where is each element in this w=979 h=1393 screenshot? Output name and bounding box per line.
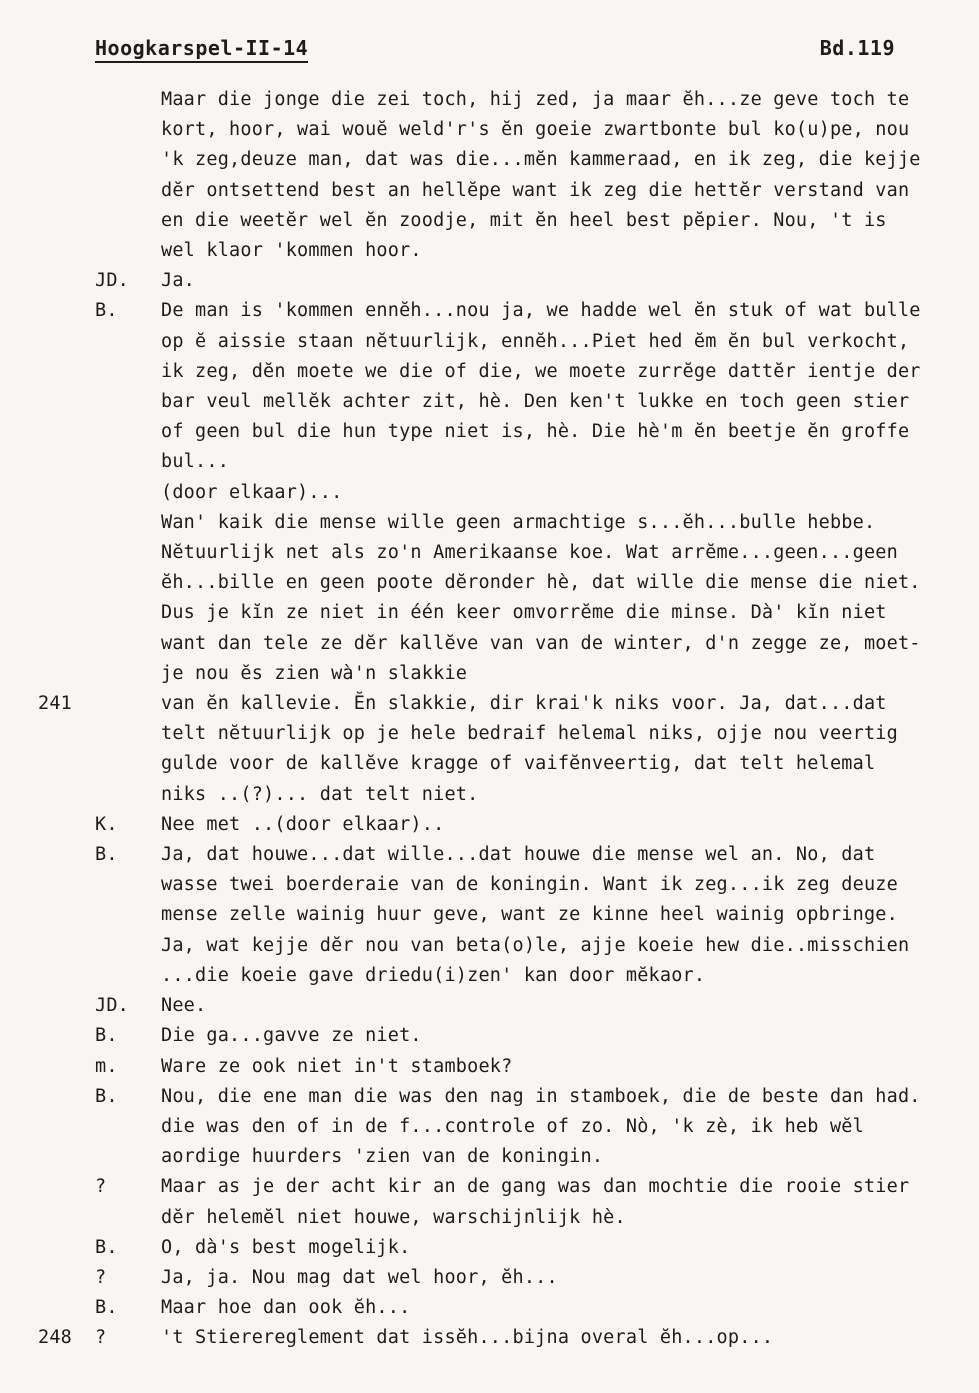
margin-number: 241 [38, 693, 73, 715]
dialogue-row [38, 387, 973, 417]
page-header [95, 36, 895, 63]
margin-number [38, 1142, 95, 1172]
margin-number [38, 1052, 95, 1082]
dialogue-row [38, 1203, 973, 1233]
line-text: (door elkaar)... [161, 481, 343, 503]
margin-number [38, 1293, 95, 1323]
speaker-label [95, 357, 161, 387]
line-text: Maar die jonge die zei toch, hij zed, ja maar ĕh...ze geve toch te [161, 89, 910, 110]
line-text: wel klaor 'kommen hoor. [161, 240, 422, 262]
dialogue-row [38, 478, 973, 508]
margin-number [38, 508, 95, 538]
dialogue-row [38, 659, 973, 689]
margin-number [38, 417, 95, 447]
line-text: mense zelle wainig huur geve, want ze kinne heel wainig opbringe. [161, 904, 898, 926]
margin-number [38, 327, 95, 357]
dialogue-transcript [38, 85, 973, 1354]
line-text: ...die koeie gave driedu(i)zen' kan door mĕkaor. [161, 964, 706, 986]
speaker-label [95, 508, 161, 538]
line-text: bul... [161, 451, 230, 473]
speaker-label: B. [95, 844, 118, 866]
line-text: ik zeg, dĕn moete we die of die, we moete zurrĕge dattĕr ientje der [161, 360, 921, 382]
line-text: Maar as je der acht kir an de gang was dan mochtie die rooie stier [161, 1176, 910, 1198]
speaker-label: K. [95, 813, 118, 835]
margin-number [38, 1263, 95, 1293]
speaker-label: B. [95, 1236, 118, 1258]
dialogue-row [38, 749, 973, 779]
line-text: niks ..(?)... dat telt niet. [161, 783, 479, 805]
line-text: want dan tele ze dĕr kallĕve van van de winter, d'n zegge ze, moet- [161, 632, 921, 654]
line-text: Die ga...gavve ze niet. [161, 1025, 422, 1047]
line-text: dĕr ontsettend best an hellĕpe want ik zeg die hettĕr verstand van [161, 179, 910, 201]
line-text: kort, hoor, wai wouĕ weld'r's ĕn goeie zwartbonte bul ko(u)pe, nou [161, 119, 910, 141]
line-text: 't Stierereglement dat issĕh...bijna overal ĕh...op... [161, 1327, 774, 1349]
margin-number [38, 115, 95, 145]
dialogue-row [38, 961, 973, 991]
margin-number: 248 [38, 1327, 73, 1349]
dialogue-row [38, 1142, 973, 1172]
line-text: bar veul mellĕk achter zit, hè. Den ken't lukke en toch geen stier [161, 391, 910, 413]
speaker-label [95, 780, 161, 810]
speaker-label [95, 236, 161, 266]
line-text: telt nĕtuurlijk op je hele bedraif helemal niks, ojje nou veertig [161, 723, 898, 745]
margin-number [38, 1082, 95, 1112]
margin-number [38, 568, 95, 598]
speaker-label [95, 719, 161, 749]
dialogue-row [38, 1082, 973, 1112]
margin-number [38, 900, 95, 930]
margin-number [38, 961, 95, 991]
speaker-label [95, 900, 161, 930]
speaker-label [95, 568, 161, 598]
dialogue-row [38, 1052, 973, 1082]
line-text: Ja, ja. Nou mag dat wel hoor, ĕh... [161, 1266, 558, 1288]
dialogue-row [38, 236, 973, 266]
speaker-label [95, 206, 161, 236]
dialogue-row [38, 296, 973, 326]
speaker-label [95, 145, 161, 175]
dialogue-row [38, 1112, 973, 1142]
speaker-label [95, 1142, 161, 1172]
dialogue-row [38, 85, 973, 115]
speaker-label [95, 870, 161, 900]
margin-number [38, 659, 95, 689]
speaker-label [95, 478, 161, 508]
margin-number [38, 266, 95, 296]
speaker-label: B. [95, 300, 118, 322]
speaker-label [95, 749, 161, 779]
speaker-label: m. [95, 1055, 118, 1077]
margin-number [38, 357, 95, 387]
volume-label: Bd.119 [819, 36, 895, 60]
dialogue-row [38, 719, 973, 749]
margin-number [38, 1021, 95, 1051]
line-text: Nee met ..(door elkaar).. [161, 813, 445, 835]
margin-number [38, 1112, 95, 1142]
margin-number [38, 719, 95, 749]
dialogue-row [38, 115, 973, 145]
speaker-label [95, 447, 161, 477]
dialogue-row [38, 568, 973, 598]
speaker-label [95, 85, 161, 115]
line-text: of geen bul die hun type niet is, hè. Die hè'm ĕn beetje ĕn groffe [161, 421, 910, 443]
line-text: Nĕtuurlijk net als zo'n Amerikaanse koe. Wat arrĕme...geen...geen [161, 542, 898, 564]
margin-number [38, 1203, 95, 1233]
dialogue-row [38, 1263, 973, 1293]
line-text: 'k zeg,deuze man, dat was die...mĕn kammeraad, en ik zeg, die kejje [161, 149, 921, 171]
margin-number [38, 840, 95, 870]
line-text: Ja. [161, 270, 196, 292]
margin-number [38, 145, 95, 175]
line-text: Ware ze ook niet in't stamboek? [161, 1055, 513, 1077]
line-text: De man is 'kommen ennĕh...nou ja, we hadde wel ĕn stuk of wat bulle [161, 300, 921, 322]
margin-number [38, 447, 95, 477]
margin-number [38, 629, 95, 659]
line-text: wasse twei boerderaie van de koningin. Want ik zeg...ik zeg deuze [161, 874, 898, 896]
dialogue-row [38, 145, 973, 175]
speaker-label [95, 176, 161, 206]
dialogue-row [38, 1293, 973, 1323]
line-text: van ĕn kallevie. Ĕn slakkie, dir krai'k niks voor. Ja, dat...dat [161, 693, 887, 715]
speaker-label: B. [95, 1085, 118, 1107]
speaker-label [95, 659, 161, 689]
speaker-label [95, 387, 161, 417]
dialogue-row [38, 327, 973, 357]
speaker-label [95, 1203, 161, 1233]
line-text: O, dà's best mogelijk. [161, 1236, 411, 1258]
dialogue-row [38, 266, 973, 296]
margin-number [38, 296, 95, 326]
line-text: je nou ĕs zien wà'n slakkie [161, 662, 468, 684]
margin-number [38, 478, 95, 508]
dialogue-row [38, 991, 973, 1021]
line-text: dĕr helemĕl niet houwe, warschijnlijk hè. [161, 1206, 626, 1228]
margin-number [38, 206, 95, 236]
dialogue-row [38, 689, 973, 719]
dialogue-row [38, 447, 973, 477]
line-text: Nee. [161, 995, 207, 1017]
margin-number [38, 236, 95, 266]
margin-number [38, 387, 95, 417]
line-text: Nou, die ene man die was den nag in stamboek, die de beste dan had. [161, 1085, 921, 1107]
dialogue-row [38, 508, 973, 538]
margin-number [38, 538, 95, 568]
speaker-label: B. [95, 1025, 118, 1047]
speaker-label: JD. [95, 995, 130, 1017]
margin-number [38, 931, 95, 961]
dialogue-row [38, 417, 973, 447]
speaker-label [95, 115, 161, 145]
line-text: op ĕ aissie staan nĕtuurlijk, ennĕh...Piet hed ĕm ĕn bul verkocht, [161, 330, 910, 352]
margin-number [38, 810, 95, 840]
dialogue-row [38, 176, 973, 206]
dialogue-row [38, 357, 973, 387]
margin-number [38, 749, 95, 779]
speaker-label: ? [95, 1176, 107, 1198]
dialogue-row [38, 598, 973, 628]
dialogue-row [38, 1233, 973, 1263]
line-text: Wan' kaik die mense wille geen armachtige s...ĕh...bulle hebbe. [161, 511, 876, 533]
speaker-label [95, 538, 161, 568]
margin-number [38, 991, 95, 1021]
line-text: aordige huurders 'zien van de koningin. [161, 1146, 604, 1168]
line-text: en die weetĕr wel ĕn zoodje, mit ĕn heel best pĕpier. Nou, 't is [161, 209, 887, 231]
line-text: Ja, wat kejje dĕr nou van beta(o)le, ajje koeie hew die..misschien [161, 934, 910, 956]
line-text: Ja, dat houwe...dat wille...dat houwe die mense wel an. No, dat [161, 844, 876, 866]
margin-number [38, 85, 95, 115]
dialogue-row [38, 1323, 973, 1353]
dialogue-row [38, 870, 973, 900]
line-text: gulde voor de kallĕve kragge of vaifĕnveertig, dat telt helemal [161, 753, 876, 775]
line-text: Maar hoe dan ook ĕh... [161, 1297, 411, 1319]
speaker-label: ? [95, 1266, 107, 1288]
dialogue-row [38, 931, 973, 961]
dialogue-row [38, 629, 973, 659]
dialogue-row [38, 538, 973, 568]
dialogue-row [38, 810, 973, 840]
speaker-label: ? [95, 1327, 107, 1349]
speaker-label: B. [95, 1297, 118, 1319]
line-text: Dus je kĭn ze niet in één keer omvorrĕme die minse. Dà' kĭn niet [161, 602, 887, 624]
margin-number [38, 870, 95, 900]
dialogue-row [38, 780, 973, 810]
line-text: die was den of in de f...controle of zo. Nò, 'k zè, ik heb wĕl [161, 1115, 864, 1137]
dialogue-row [38, 840, 973, 870]
dialogue-row [38, 206, 973, 236]
margin-number [38, 1233, 95, 1263]
speaker-label [95, 417, 161, 447]
margin-number [38, 598, 95, 628]
speaker-label [95, 961, 161, 991]
line-text: ĕh...bille en geen poote dĕronder hè, dat wille die mense die niet. [161, 572, 921, 594]
speaker-label [95, 327, 161, 357]
speaker-label: JD. [95, 270, 130, 292]
margin-number [38, 1172, 95, 1202]
speaker-label [95, 598, 161, 628]
speaker-label [95, 629, 161, 659]
speaker-label [95, 689, 161, 719]
document-title: Hoogkarspel-II-14 [95, 36, 308, 63]
dialogue-row [38, 1172, 973, 1202]
margin-number [38, 176, 95, 206]
speaker-label [95, 931, 161, 961]
speaker-label [95, 1112, 161, 1142]
dialogue-row [38, 1021, 973, 1051]
margin-number [38, 780, 95, 810]
dialogue-row [38, 900, 973, 930]
